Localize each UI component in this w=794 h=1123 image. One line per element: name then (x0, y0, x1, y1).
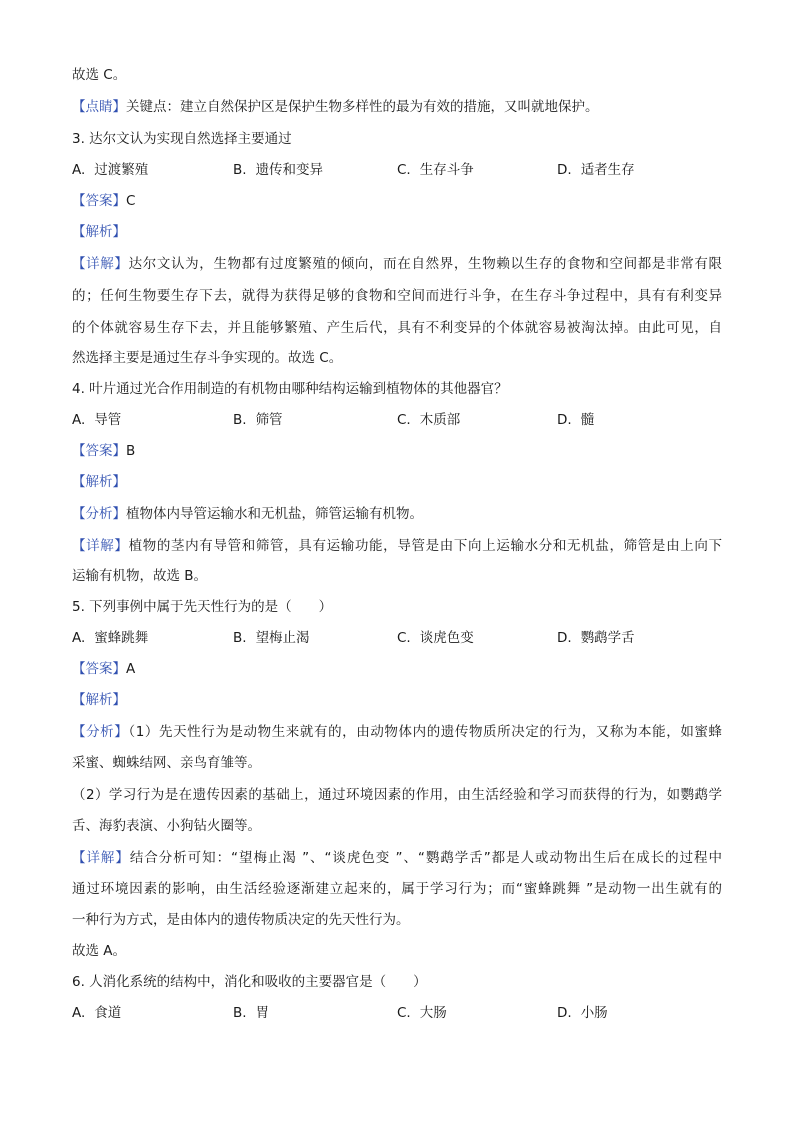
q4-detail-2: 运输有机物，故选 B。 (72, 568, 208, 584)
q6-option-a: A. 食道 (72, 1005, 122, 1021)
q4-analysis: 【分析】植物体内导管运输水和无机盐，筛管运输有机物。 (72, 506, 423, 522)
question-4: 4. 叶片通过光合作用制造的有机物由哪种结构运输到植物体的其他器官？ (72, 381, 508, 397)
q4-option-d: D. 髓 (557, 412, 595, 428)
q5-analysis-tag: 【解析】 (72, 692, 126, 708)
q5-analysis-1: 【分析】（1）先天性行为是动物生来就有的，由动物体内的遗传物质所决定的行为，又称为本能，如蜜蜂 (72, 724, 723, 740)
q3-option-b: B. 遗传和变异 (233, 162, 324, 178)
q5-detail-2: 通过环境因素的影响，由生活经验逐渐建立起来的，属于学习行为；而“蜜蜂跳舞 ”是动物一出生就有的 (72, 881, 722, 897)
q5-answer: 【答案】A (72, 661, 136, 677)
q5-option-b: B. 望梅止渴 (233, 630, 310, 646)
q5-option-a: A. 蜜蜂跳舞 (72, 630, 149, 646)
q3-option-d: D. 适者生存 (557, 162, 635, 178)
key-point-line: 【点睛】关键点：建立自然保护区是保护生物多样性的最为有效的措施，又叫就地保护。 (72, 99, 599, 115)
q5-analysis-3: （2）学习行为是在遗传因素的基础上，通过环境因素的作用，由生活经验和学习而获得的行为，如鹦鹉学 (72, 787, 722, 803)
q3-analysis-tag: 【解析】 (72, 224, 126, 240)
q5-option-c: C. 谈虎色变 (397, 630, 474, 646)
q5-analysis-2: 采蜜、蜘蛛结网、亲鸟育雏等。 (72, 755, 261, 771)
q3-detail-1: 【详解】达尔文认为，生物都有过度繁殖的倾向，而在自然界，生物赖以生存的食物和空间都是非常有限 (72, 256, 722, 272)
question-5: 5. 下列事例中属于先天性行为的是（ ） (72, 599, 333, 615)
q3-detail-4: 然选择主要是通过生存斗争实现的。故选 C。 (72, 350, 343, 366)
q5-detail-1: 【详解】结合分析可知：“望梅止渴 ”、“谈虎色变 ”、“鹦鹉学舌”都是人或动物出生后在成长的过程中 (72, 850, 723, 866)
q3-option-c: C. 生存斗争 (397, 162, 474, 178)
question-3: 3. 达尔文认为实现自然选择主要通过 (72, 131, 292, 147)
q6-option-d: D. 小肠 (557, 1005, 608, 1021)
question-6: 6. 人消化系统的结构中，消化和吸收的主要器官是（ ） (72, 974, 427, 990)
q3-option-a: A. 过渡繁殖 (72, 162, 149, 178)
q5-conclusion: 故选 A。 (72, 943, 127, 959)
q5-detail-3: 一种行为方式，是由体内的遗传物质决定的先天性行为。 (72, 912, 410, 928)
q4-detail-1: 【详解】植物的茎内有导管和筛管，具有运输功能，导管是由下向上运输水分和无机盐，筛管是由上向下 (72, 538, 722, 554)
q5-option-d: D. 鹦鹉学舌 (557, 630, 635, 646)
q4-answer: 【答案】B (72, 443, 136, 459)
q5-analysis-4: 舌、海豹表演、小狗钻火圈等。 (72, 818, 261, 834)
q4-option-c: C. 木质部 (397, 412, 461, 428)
q4-analysis-tag: 【解析】 (72, 474, 126, 490)
q4-option-b: B. 筛管 (233, 412, 283, 428)
q3-detail-3: 的个体就容易生存下去，并且能够繁殖、产生后代，具有不利变异的个体就容易被淘汰掉。由此可见，自 (72, 320, 722, 336)
q6-option-b: B. 胃 (233, 1005, 270, 1021)
q6-option-c: C. 大肠 (397, 1005, 447, 1021)
q3-answer: 【答案】C (72, 193, 136, 209)
conclusion-line: 故选 C。 (72, 67, 127, 83)
key-point-tag: 【点睛】 (72, 99, 126, 115)
q3-detail-2: 的；任何生物要生存下去，就得为获得足够的食物和空间而进行斗争，在生存斗争过程中，具有有利变异 (72, 288, 722, 304)
q4-option-a: A. 导管 (72, 412, 122, 428)
